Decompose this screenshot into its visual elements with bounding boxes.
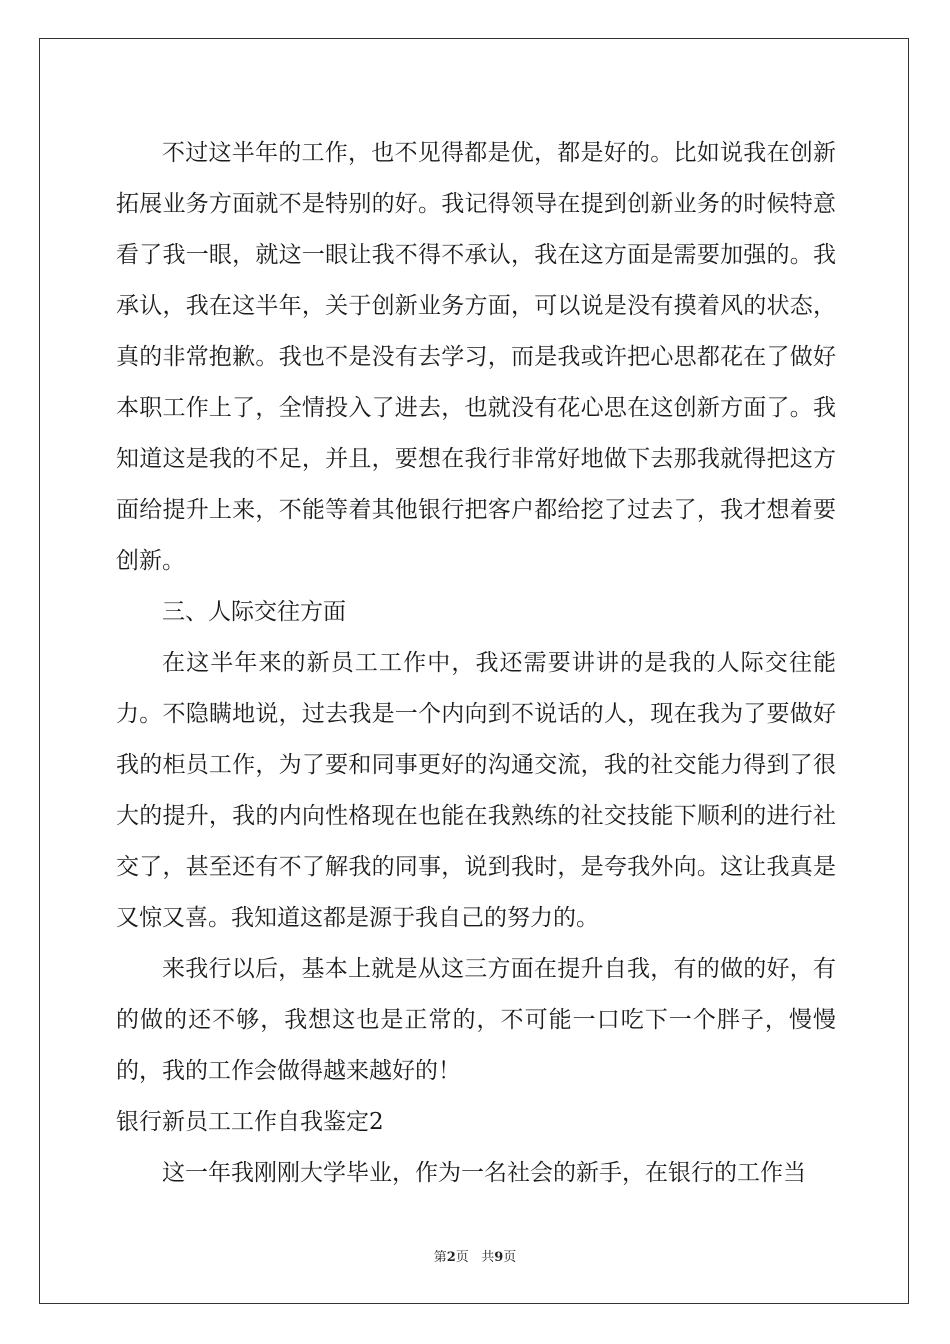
paragraph: 在这半年来的新员工工作中，我还需要讲讲的是我的人际交往能力。不隐瞒地说，过去我是一个内向到不说话的人，现在我为了要做好我的柜员工作，为了要和同事更好的沟通交流，我的社交能力得到了很大的提升，我的内向性格现在也能在我熟练的社交技能下顺利的进行社交了，甚至还有不了解我的同事，说到我时，是夸我外向。这让我真是又惊又喜。我知道这都是源于我自己的努力的。 bbox=[116, 650, 836, 931]
total-prefix: 共 bbox=[481, 1250, 495, 1265]
total-suffix: 页 bbox=[503, 1250, 517, 1265]
paragraph: 这一年我刚刚大学毕业，作为一名社会的新手，在银行的工作当 bbox=[162, 1160, 806, 1186]
document-body bbox=[116, 128, 836, 1199]
page-number: 2 bbox=[446, 1250, 456, 1265]
paragraph: 不过这半年的工作，也不见得都是优，都是好的。比如说我在创新拓展业务方面就不是特别的好。我记得领导在提到创新业务的时候特意看了我一眼，就这一眼让我不得不承认，我在这方面是需要加强的。我承认，我在这半年，关于创新业务方面，可以说是没有摸着风的状态，真的非常抱歉。我也不是没有去学习，而是我或许把心思都花在了做好本职工作上了，全情投入了进去，也就没有花心思在这创新方面了。我知道这是我的不足，并且，要想在我行非常好地做下去那我就得把这方面给提升上来，不能等着其他银行把客户都给挖了过去了，我才想着要创新。 bbox=[116, 140, 836, 574]
page-suffix: 页 bbox=[455, 1250, 469, 1265]
paragraph: 来我行以后，基本上就是从这三方面在提升自我，有的做的好，有的做的还不够，我想这也是正常的，不可能一口吃下一个胖子，慢慢的，我的工作会做得越来越好的！ bbox=[116, 956, 836, 1084]
page-footer bbox=[0, 1246, 950, 1265]
section-heading: 三、人际交往方面 bbox=[162, 599, 346, 625]
total-pages: 9 bbox=[494, 1250, 504, 1265]
page-prefix: 第 bbox=[433, 1250, 447, 1265]
document-title: 银行新员工工作自我鉴定2 bbox=[116, 1109, 384, 1135]
